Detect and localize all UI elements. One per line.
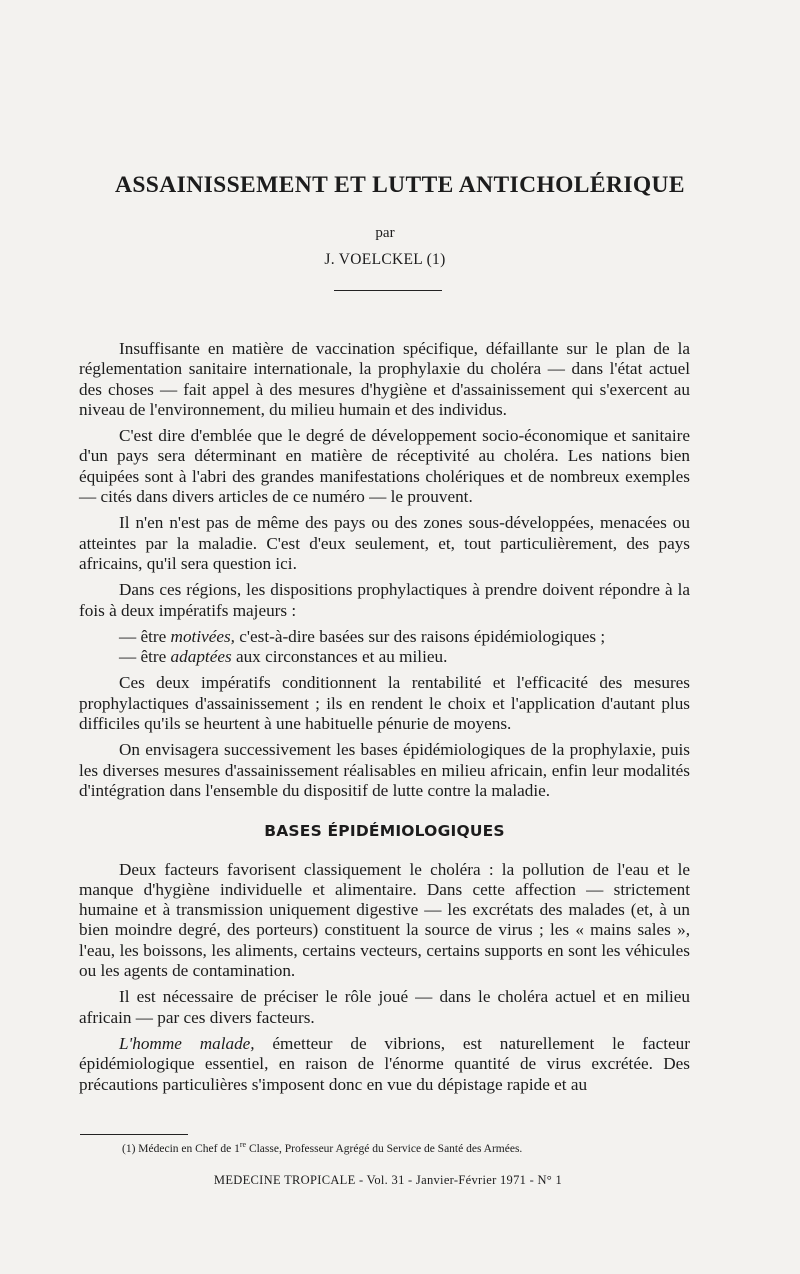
paragraph-7: Deux facteurs favorisent classiquement le choléra : la pollution de l'eau et le manque d'hygiène individuelle et alimentaire. Dans cette affection — strictement humaine et à transmission uniquement digestive — les excrétats des malades (et, à un bien moindre degré, des porteurs) constituent la source de virus ; les « mains sales », l'eau, les boissons, les aliments, certains vecteurs, certains supports en sont les véhicules ou les agents de contamination. — [79, 859, 690, 981]
emphasis-homme-malade: L'homme malade, — [119, 1033, 255, 1053]
section-heading: BASES ÉPIDÉMIOLOGIQUES — [264, 822, 505, 841]
journal-footer: MEDECINE TROPICALE - Vol. 31 - Janvier-Février 1971 - N° 1 — [213, 1173, 563, 1187]
byline-par: par — [375, 225, 395, 241]
author-name: J. VOELCKEL (1) — [324, 251, 446, 268]
paragraph-2: C'est dire d'emblée que le degré de développement socio-économique et sanitaire d'un pays sera déterminant en matière de réceptivité au choléra. Les nations bien équipées sont à l'abri des grandes manifestations cholériques et de nombreux exemples — cités dans divers articles de ce numéro — le prouvent. — [79, 426, 690, 507]
paragraph-1: Insuffisante en matière de vaccination spécifique, défaillante sur le plan de la réglementation sanitaire internationale, la prophylaxie du choléra — dans l'état actuel des choses — fait appel à des mesures d'hygiène et d'assainissement qui s'exercent au niveau de l'environnement, du milieu humain et des individus. — [79, 339, 690, 419]
article-title: ASSAINISSEMENT ET LUTTE ANTICHOLÉRIQUE — [114, 172, 686, 198]
paragraph-8: Il est nécessaire de préciser le rôle joué — dans le choléra actuel et en milieu africain — par ces divers facteurs. — [79, 987, 690, 1027]
list-item-adaptees: — être adaptées aux circonstances et au milieu. — [119, 647, 448, 667]
paragraph-6: On envisagera successivement les bases épidémiologiques de la prophylaxie, puis les diverses mesures d'assainissement réalisables en milieu africain, enfin leur modalités d'intégration dans l'ensemble du dispositif de lutte contre la maladie. — [79, 740, 690, 800]
article-body — [79, 339, 690, 1101]
emphasis-adaptees: adaptées — [170, 647, 232, 667]
footnote-divider — [80, 1134, 188, 1135]
title-divider — [334, 290, 442, 291]
list-item-motivees: — être motivées, c'est-à-dire basées sur des raisons épidémiologiques ; — [119, 626, 606, 646]
paragraph-3: Il n'en n'est pas de même des pays ou des zones sous-développées, menacées ou atteintes par la maladie. C'est d'eux seulement, et, tout particulièrement, des pays africains, qu'il sera question ici. — [79, 513, 690, 573]
paragraph-9: L'homme malade, émetteur de vibrions, est naturellement le facteur épidémiologique essentiel, en raison de l'énorme quantité de virus excrétée. Des précautions particulières s'imposent donc en vue du dépistage rapide et au — [79, 1033, 690, 1094]
footnote: (1) Médecin en Chef de 1re Classe, Professeur Agrégé du Service de Santé des Armées. — [122, 1140, 523, 1155]
paragraph-4: Dans ces régions, les dispositions prophylactiques à prendre doivent répondre à la fois à deux impératifs majeurs : — [79, 580, 690, 620]
emphasis-motivees: motivées, — [170, 626, 235, 646]
paragraph-5: Ces deux impératifs conditionnent la rentabilité et l'efficacité des mesures prophylactiques d'assainissement ; ils en rendent le choix et l'application d'autant plus difficiles qu'ils se heurtent à une habituelle pénurie de moyens. — [79, 673, 690, 734]
